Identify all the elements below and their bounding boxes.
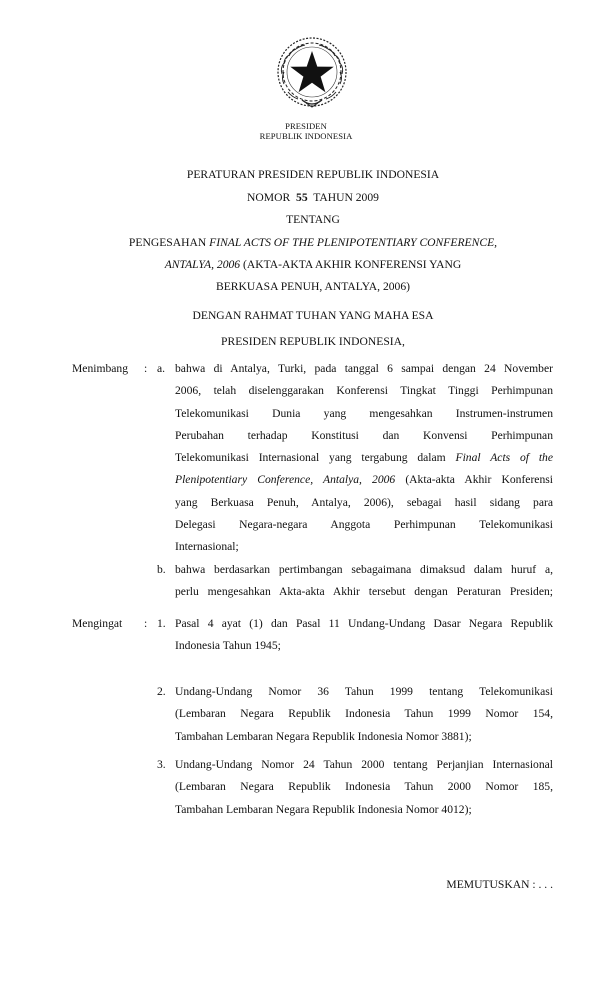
text-line: [175, 469, 553, 491]
text-line: Pasal 4 ayat (1) dan Pasal 11 Undang-Undang Dasar Negara Republik: [175, 617, 553, 630]
text-line: Tambahan Lembaran Negara Republik Indonesia Nomor 3881);: [175, 729, 472, 743]
text-line: bahwa berdasarkan pertimbangan sebagaimana dimaksud dalam huruf a,: [175, 563, 553, 576]
text-line: Internasional;: [175, 540, 239, 554]
menimbang-item-a-marker: a.: [157, 362, 166, 375]
text-line: Undang-Undang Nomor 36 Tahun 1999 tentang Telekomunikasi: [175, 685, 553, 698]
mengingat-item-3: [175, 754, 553, 821]
regulation-title: PERATURAN PRESIDEN REPUBLIK INDONESIA: [186, 168, 440, 181]
text-line: Perubahan terhadap Konstitusi dan Konvensi Perhimpunan: [175, 428, 553, 442]
subject-plain: PENGESAHAN: [128, 236, 210, 249]
menimbang-item-a: [175, 358, 553, 559]
text-line: perlu mengesahkan Akta-akta Akhir tersebut dengan Peraturan Presiden;: [175, 585, 553, 599]
text-italic: Plenipotentiary Conference, Antalya, 2006: [175, 473, 396, 487]
subject-line-3: BERKUASA PENUH, ANTALYA, 2006): [215, 280, 411, 293]
text-line: Telekomunikasi Dunia yang mengesahkan Instrumen-instrumen: [175, 406, 553, 420]
text-line: Indonesia Tahun 1945;: [175, 639, 281, 653]
mengingat-item-1: [175, 613, 553, 658]
subject-plain: (AKTA-AKTA AKHIR KONFERENSI YANG: [240, 258, 462, 271]
mengingat-label: Mengingat: [72, 617, 123, 630]
emblem-caption-presiden: PRESIDEN: [285, 121, 327, 131]
text-line: (Lembaran Negara Republik Indonesia Tahun 2000 Nomor 185,: [175, 780, 553, 794]
text-plain: Telekomunikasi Internasional yang tergabung dalam: [175, 451, 456, 465]
preamble-divine-grace: DENGAN RAHMAT TUHAN YANG MAHA ESA: [192, 309, 434, 322]
text-italic: Final Acts of the: [455, 451, 553, 465]
nomor-value: 55: [296, 191, 308, 204]
subject-italic: FINAL ACTS OF THE PLENIPOTENTIARY CONFERENCE,: [209, 236, 498, 249]
text-plain: (Akta-akta Akhir Konferensi: [395, 473, 553, 487]
subject-line-2: [0, 258, 612, 272]
text-line: 2006, telah diselenggarakan Konferensi Tingkat Tinggi Perhimpunan: [175, 384, 553, 398]
text-line: [175, 447, 553, 469]
text-line: (Lembaran Negara Republik Indonesia Tahun 1999 Nomor 154,: [175, 707, 553, 721]
text-line: bahwa di Antalya, Turki, pada tanggal 6 sampai dengan 24 November: [175, 362, 553, 375]
text-line: Tambahan Lembaran Negara Republik Indonesia Nomor 4012);: [175, 802, 472, 816]
tentang-heading: TENTANG: [286, 213, 340, 226]
emblem-caption-republik: REPUBLIK INDONESIA: [259, 131, 353, 141]
subject-line-1: [0, 236, 612, 250]
mengingat-item-2-marker: 2.: [157, 685, 166, 698]
menimbang-item-b-marker: b.: [157, 563, 166, 576]
mengingat-item-1-marker: 1.: [157, 617, 166, 630]
nomor-prefix: NOMOR: [247, 191, 291, 204]
mengingat-colon: :: [144, 617, 148, 630]
menimbang-label: Menimbang: [72, 362, 129, 375]
nomor-year: TAHUN 2009: [313, 191, 379, 204]
preamble-president: PRESIDEN REPUBLIK INDONESIA,: [221, 335, 405, 348]
subject-italic: ANTALYA, 2006: [164, 258, 241, 271]
garuda-star-wreath-icon: [272, 34, 352, 112]
text-line: yang Berkuasa Penuh, Antalya, 2006), sebagai hasil sidang para: [175, 495, 553, 509]
menimbang-item-b: [175, 559, 553, 604]
text-line: Undang-Undang Nomor 24 Tahun 2000 tentang Perjanjian Internasional: [175, 758, 553, 771]
mengingat-item-3-marker: 3.: [157, 758, 166, 771]
continuation-memutuskan: MEMUTUSKAN : . . .: [446, 878, 553, 891]
text-line: Delegasi Negara-negara Anggota Perhimpunan Telekomunikasi: [175, 518, 553, 532]
mengingat-item-2: [175, 681, 553, 748]
menimbang-colon: :: [144, 362, 148, 375]
regulation-number: [0, 191, 612, 205]
